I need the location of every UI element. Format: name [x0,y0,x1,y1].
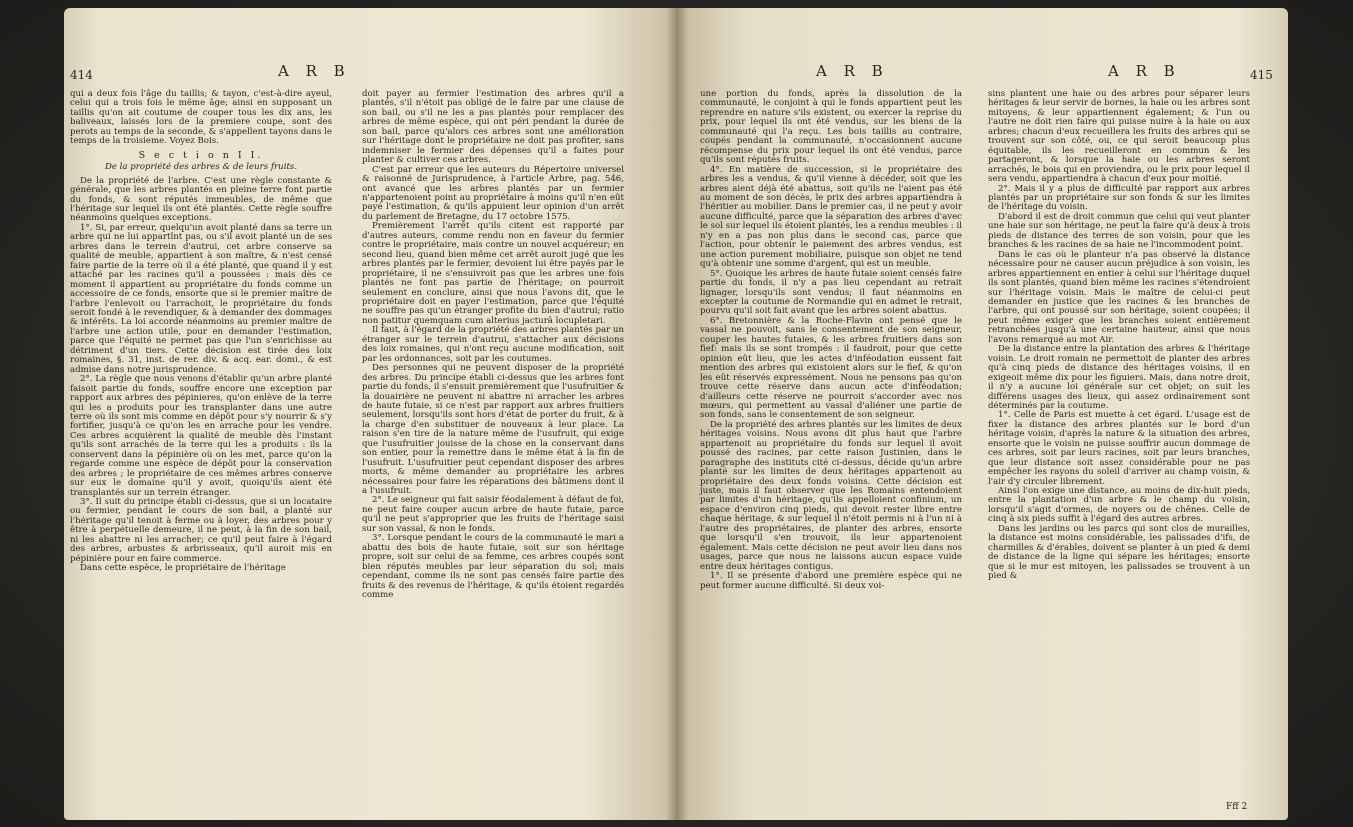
paragraph: 2°. La règle que nous venons d'établir qu'un arbre planté faisoit partie du fonds, souffre encore une exception par rapport aux arbres des pépinieres, qu'on enlève de la terre qui les a produits pour les transplanter dans une autre terre où ils sont mis comme en dépôt pour s'y nourrir & s'y fortifier, jusqu'à ce qu'on les en arrache pour les vendre. Ces arbres acquièrent la qualité de meuble dès l'instant qu'ils sont arrachés de la terre qui les a produits : ils la conservent dans la pépinière où on les met, parce qu'on la regarde comme une espèce de dépôt pour la conservation des arbres ; le propriétaire de ces mêmes arbres conserve sur eux le domaine qu'il y avoit, quoiqu'ils aient été transplantés sur un terrein étranger. [70,374,332,498]
paragraph: De la propriété des arbres plantés sur les limites de deux héritages voisins. Nous avons dit plus haut que l'arbre appartenoit au propriétaire du fonds sur lequel il avoit poussé des racines, par cette raison Justinien, dans le paragraphe des instituts cité ci-dessus, décide qu'un arbre planté sur les limites de deux héritages appartenoit au propriétaire des deux fonds voisins. Cette décision est juste, mais il faut observer que les Romains entendoient par limites d'un héritage, qu'ils appelloient confinium, un espace d'environ cinq pieds, qui devoit rester libre entre chaque héritage, & sur lequel il n'étoit permis ni à l'un ni à l'autre des propriétaires, de planter des arbres, ensorte que lorsqu'il s'en trouvoit, ils leur appartenoient également. Mais cette décision ne peut avoir lieu dans nos usages, parce que nous ne laissons aucun espace vuide entre deux héritages contigus. [700,419,962,572]
paragraph: sins plantent une haie ou des arbres pour séparer leurs héritages & leur servir de bornes, la haie ou les arbres sont mitoyens, & leur appartiennent également; & l'un ou l'autre ne doit rien faire qui puisse nuire à la haie ou aux arbres; chacun d'eux recueillera les fruits des arbres qui se trouvent sur son côté, ou, ce qui seroit beaucoup plus équitable, ils les recueilleront en commun & les partageront, & lorsque la haie ou les arbres seront arrachés, le bois qui en proviendra, ou le prix pour lequel il sera vendu, appartiendra à chacun d'eux pour moitié. [988,89,1250,185]
right-column-1 [700,90,962,591]
paragraph: 4°. En matière de succession, si le propriétaire des arbres les a vendus, & qu'il vienne à décéder, soit que les arbres aient déjà été abattus, soit qu'ils ne l'aient pas été au moment de son décès, le prix des arbres appartiendra à l'héritier au mobilier. Dans le premier cas, il ne peut y avoir aucune difficulté, parce que la séparation des arbres d'avec le sol sur lequel ils étoient plantés, les a rendus meubles : il n'y en a pas non plus dans le second cas, parce que l'action, pour obtenir le paiement des arbres vendus, est une action purement mobiliaire, puisque son objet ne tend qu'à obtenir une somme d'argent, qui est un meuble. [700,164,962,270]
signature-mark: Fff 2 [1226,802,1248,812]
paragraph: doit payer au fermier l'estimation des arbres qu'il a plantés, s'il n'étoit pas obligé de le faire par une clause de son bail, ou s'il ne les a pas plantés pour remplacer des arbres de même espèce, qui ont péri pendant la durée de son bail, parce qu'alors ces arbres sont une amélioration sur l'héritage dont le propriétaire ne doit pas profiter, sans indemniser le fermier des dépenses qu'il a faites pour planter & cultiver ces arbres. [362,89,624,166]
paragraph: 1°. Il se présente d'abord une première espèce qui ne peut former aucune difficulté. Si deux voi- [700,571,962,591]
paragraph: Ainsi l'on exige une distance, au moins de dix-huit pieds, entre la plantation d'un arbre & le champ du voisin, lorsqu'il s'agit d'ormes, de noyers ou de chênes. Celle de cinq à six pieds suffit à l'égard des autres arbres. [988,486,1250,525]
right-running-head-right: A R B [1108,62,1181,80]
left-page [64,8,676,820]
paragraph: 6°. Bretonnière & la Roche-Flavin ont pensé que le vassal ne pouvoit, sans le consentement de son seigneur, couper les hautes futaies, & les arbres fruitiers dans son fief: mais ils se sont trompés : il faudroit, pour que cette opinion eût lieu, que les actes d'inféodation eussent fait mention des arbres qui existoient alors sur le fief, & qu'on les eût réservés expressément. Nous ne pensons pas qu'on trouve cette réserve dans aucun acte d'inféodation; d'ailleurs cette réserve ne pourroit s'accorder avec nos mœurs, qui permettent au vassal d'aliéner une partie de son fonds, sans le consentement de son seigneur. [700,315,962,421]
paragraph: 2°. Le seigneur qui fait saisir féodalement à défaut de foi, ne peut faire couper aucun arbre de haute futaie, parce qu'il ne peut s'approprier que les fruits de l'héritage saisi sur son vassal, & non le fonds. [362,495,625,534]
paragraph: De la distance entre la plantation des arbres & l'héritage voisin. Le droit romain ne permettoit de planter des arbres qu'à cinq pieds de distance des héritages voisins, il en exigeoit même dix pour les figuiers. Mais, dans notre droit, il n'y a aucune loi générale sur cet objet; on suit les différens usages des lieux, qui assez ordinairement sont déterminés par la coutume. [988,344,1250,411]
paragraph: De la propriété de l'arbre. C'est une règle constante & générale, que les arbres plantés en pleine terre font partie du fonds, & sont réputés immeubles, de même que l'héritage sur lequel ils ont été plantés. Cette règle souffre néanmoins quelques exceptions. [70,175,332,224]
left-column-1 [70,90,332,574]
paragraph: Des personnes qui ne peuvent disposer de la propriété des arbres. Du principe établi ci-dessus que les arbres font partie du fonds, il s'ensuit premièrement que l'usufruitier & la douairière ne peuvent ni abattre ni arracher les arbres de haute futaie, si ce n'est par rapport aux arbres fruitiers seulement, lorsqu'ils sont hors d'état de porter du fruit, & à la charge d'en substituer de nouveaux à leur place. La raison s'en tire de la nature même de l'usufruit, qui exige que l'usufruitier jouisse de la chose en la conservant dans son entier, pour la remettre dans le même état à la fin de l'usufruit. L'usufruitier peut cependant disposer des arbres morts, & même demander au propriétaire les arbres nécessaires pour faire les réparations des bâtimens dont il a l'usufruit. [362,363,624,497]
paragraph: 1°. Si, par erreur, quelqu'un avoit planté dans sa terre un arbre qui ne lui appartînt pas, ou s'il avoit planté un de ses arbres dans le terrein d'autrui, cet arbre conserve sa qualité de meuble, appartient à son maître, & n'est censé faire partie de la terre où il a été planté, que quand il y est attaché par les racines qu'il a poussées : mais dès ce moment il appartient au propriétaire du fonds comme un accessoire de ce fonds, ensorte que si le premier maître de l'arbre l'enlevoit ou l'arrachoit, le propriétaire du fonds seroit fondé à le revendiquer, & à demander des dommages & intérêts. La loi accorde néanmoins au premier maître de l'arbre une action utile, pour en demander l'estimation, parce que l'équité ne permet pas que l'un s'enrichisse au détriment d'un tiers. Cette décision est tirée des loix romaines, §. 31, inst. de rer. div. & acq. ear. domi., & est admise dans notre jurisprudence. [70,222,332,375]
book-gutter [666,8,688,820]
paragraph: Il faut, à l'égard de la propriété des arbres plantés par un étranger sur le terrein d'autrui, s'attacher aux décisions des loix romaines, qui n'ont reçu aucune modification, soit par les ordonnances, soit par les coutumes. [362,325,624,364]
paragraph: 3°. Il suit du principe établi ci-dessus, que si un locataire ou fermier, pendant le cours de son bail, a planté sur l'héritage qu'il tenoit à ferme ou à loyer, des arbres pour y être à perpétuelle demeure, il ne peut, à la fin de son bail, ni les abattre ni les arracher; ce qu'il peut faire à l'égard des arbres, arbustes & arbrisseaux, qu'il auroit mis en pépinière pour en faire commerce. [70,497,332,564]
paragraph: 3°. Lorsque pendant le cours de la communauté le mari a abattu des bois de haute futaie, soit sur son héritage propre, soit sur celui de sa femme, ces arbres coupés sont bien réputés meubles par leur séparation du sol; mais cependant, comme ils ne sont pas censés faire partie des fruits & des revenus de l'héritage, & qu'ils étoient regardés comme [362,533,624,601]
right-page [676,8,1288,820]
right-column-2 [988,90,1250,582]
paragraph: 5°. Quoique les arbres de haute futaie soient censés faire partie du fonds, il n'y a pas lieu cependant au retrait lignager, lorsqu'ils sont vendus; il faut néanmoins en excepter la coutume de Normandie qui en admet le retrait, pourvu qu'il soit fait avant que les arbres soient abattus. [700,268,962,317]
left-running-head: A R B [278,62,351,80]
paragraph: Premièrement l'arrêt qu'ils citent est rapporté par d'autres auteurs, comme rendu non en faveur du fermier contre le propriétaire, mais contre un nouvel acquéreur; en second lieu, quand bien même cet arrêt auroit jugé que les arbres plantés par le fermier, devoient lui être payés par le propriétaire, il ne s'ensuivroit pas que les arbres une fois plantés ne font pas partie de l'héritage; on pourroit seulement en conclure, ainsi que nous l'avons dit, que le propriétaire doit en payer l'estimation, parce que l'équité ne souffre pas qu'un étranger profite du bien d'autrui; ratio non patitur quemquam cum alterius jacturâ locupletari. [362,221,624,326]
paragraph: D'abord il est de droit commun que celui qui veut planter une haie sur son héritage, ne peut la faire qu'à deux à trois pieds de distance des terres de son voisin, pour que les branches & les racines de sa haie ne l'incommodent point. [988,211,1250,251]
right-page-number: 415 [1250,68,1273,82]
paragraph: Dans les jardins ou les parcs qui sont clos de murailles, la distance est moins considérable, les palissades d'ifs, de charmilles & d'érables, doivent se planter à un pied & demi de distance de la ligne qui sépare les héritages; ensorte que si le mur est mitoyen, les palissades se trouvent à un pied & [988,523,1250,582]
left-column-2 [362,90,624,600]
paragraph: Dans cette espèce, le propriétaire de l'héritage [80,563,286,574]
paragraph: 1°. Celle de Paris est muette à cet égard. L'usage est de fixer la distance des arbres plantés sur le bord d'un héritage voisin, d'après la nature & la situation des arbres, ensorte que le voisin ne puisse souffrir aucun dommage de ces arbres, soit par leurs racines, soit par leurs branches, que leur distance soit assez considérable pour ne pas empêcher les rayons du soleil d'arriver au champ voisin, & l'air d'y circuler librement. [988,410,1250,487]
left-page-number: 414 [70,68,93,82]
paragraph: C'est par erreur que les auteurs du Répertoire universel & raisonné de Jurisprudence, à l'article Arbre, pag. 546, ont avancé que les arbres plantés par un fermier n'appartenoient point au propriétaire à moins qu'il n'en eût payé l'estimation, & qu'ils appuient leur opinion d'un arrêt du parlement de Bretagne, du 17 octobre 1575. [362,164,624,222]
right-running-head-left: A R B [816,62,889,80]
paragraph: qui a deux fois l'âge du taillis; & tayon, c'est-à-dire ayeul, celui qui a trois fois le même âge; ainsi en supposant un taillis qu'on ait coutume de couper tous les dix ans, les baliveaux, laissés lors de la premiere coupe, sont des perots au temps de la seconde, & s'appellent tayons dans le temps de la troisieme. Voyez Bois. [70,89,332,147]
section-heading: S e c t i o n I I. [138,149,264,161]
paragraph: 2°. Mais il y a plus de difficulté par rapport aux arbres plantés par un propriétaire sur son fonds & sur les limites de l'héritage du voisin. [988,183,1250,213]
paragraph: Dans le cas où le planteur n'a pas observé la distance nécessaire pour ne causer aucun préjudice à son voisin, les arbres appartiennent en entier à celui sur l'héritage duquel ils sont plantés, quand bien même les racines s'étendroient sur l'héritage voisin. Mais le maître de celui-ci peut demander en justice que les racines & les branches de l'arbre, qui ont poussé sur son héritage, soient coupées; il peut même exiger que les branches soient entièrement retranchées jusqu'à une certaine hauteur, ainsi que nous l'avons remarqué au mot Air. [988,249,1250,345]
section-subtitle: De la propriété des arbres & de leurs fruits. [104,162,298,173]
paragraph: une portion du fonds, après la dissolution de la communauté, le conjoint à qui le fonds appartient peut les reprendre en nature s'ils existent, ou exercer la reprise du prix, pour lequel ils ont été vendus, sur les biens de la communauté qui l'a reçu. Les bois taillis au contraire, coupés pendant la communauté, n'occasionnent aucune récompense du prix pour lequel ils ont été vendus, parce qu'ils sont réputés fruits. [700,89,962,166]
